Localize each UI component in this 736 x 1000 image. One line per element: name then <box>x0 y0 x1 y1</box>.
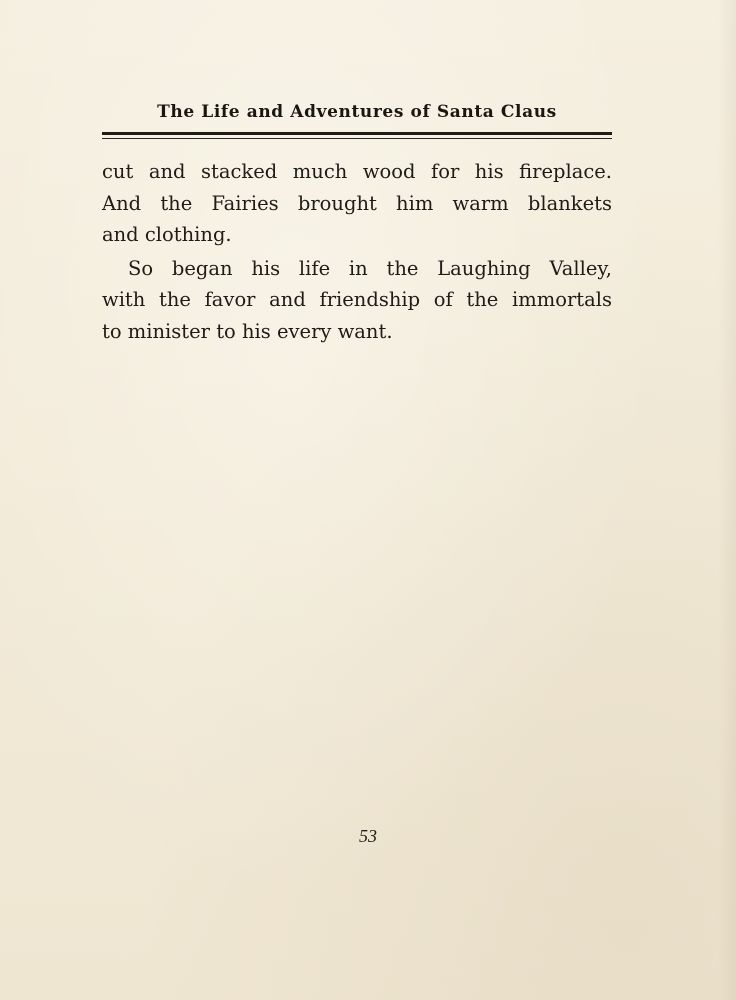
paragraph <box>102 253 612 348</box>
header-rule-thin <box>102 138 612 139</box>
page-edge-shadow <box>718 0 736 1000</box>
text-line: with the favor and friendship of the immortals <box>102 288 612 311</box>
body-text <box>102 156 612 347</box>
running-head: The Life and Adventures of Santa Claus <box>157 102 557 122</box>
text-line: So began his life in the Laughing Valley, <box>128 256 612 280</box>
paragraph <box>102 156 612 251</box>
header-rule-thick <box>102 132 612 135</box>
page-number: 53 <box>359 826 377 846</box>
text-line: And the Fairies brought him warm blankets <box>102 191 612 215</box>
text-line: and clothing. <box>102 223 232 246</box>
text-line: cut and stacked much wood for his fireplace. <box>102 160 612 183</box>
text-line: to minister to his every want. <box>102 319 393 343</box>
